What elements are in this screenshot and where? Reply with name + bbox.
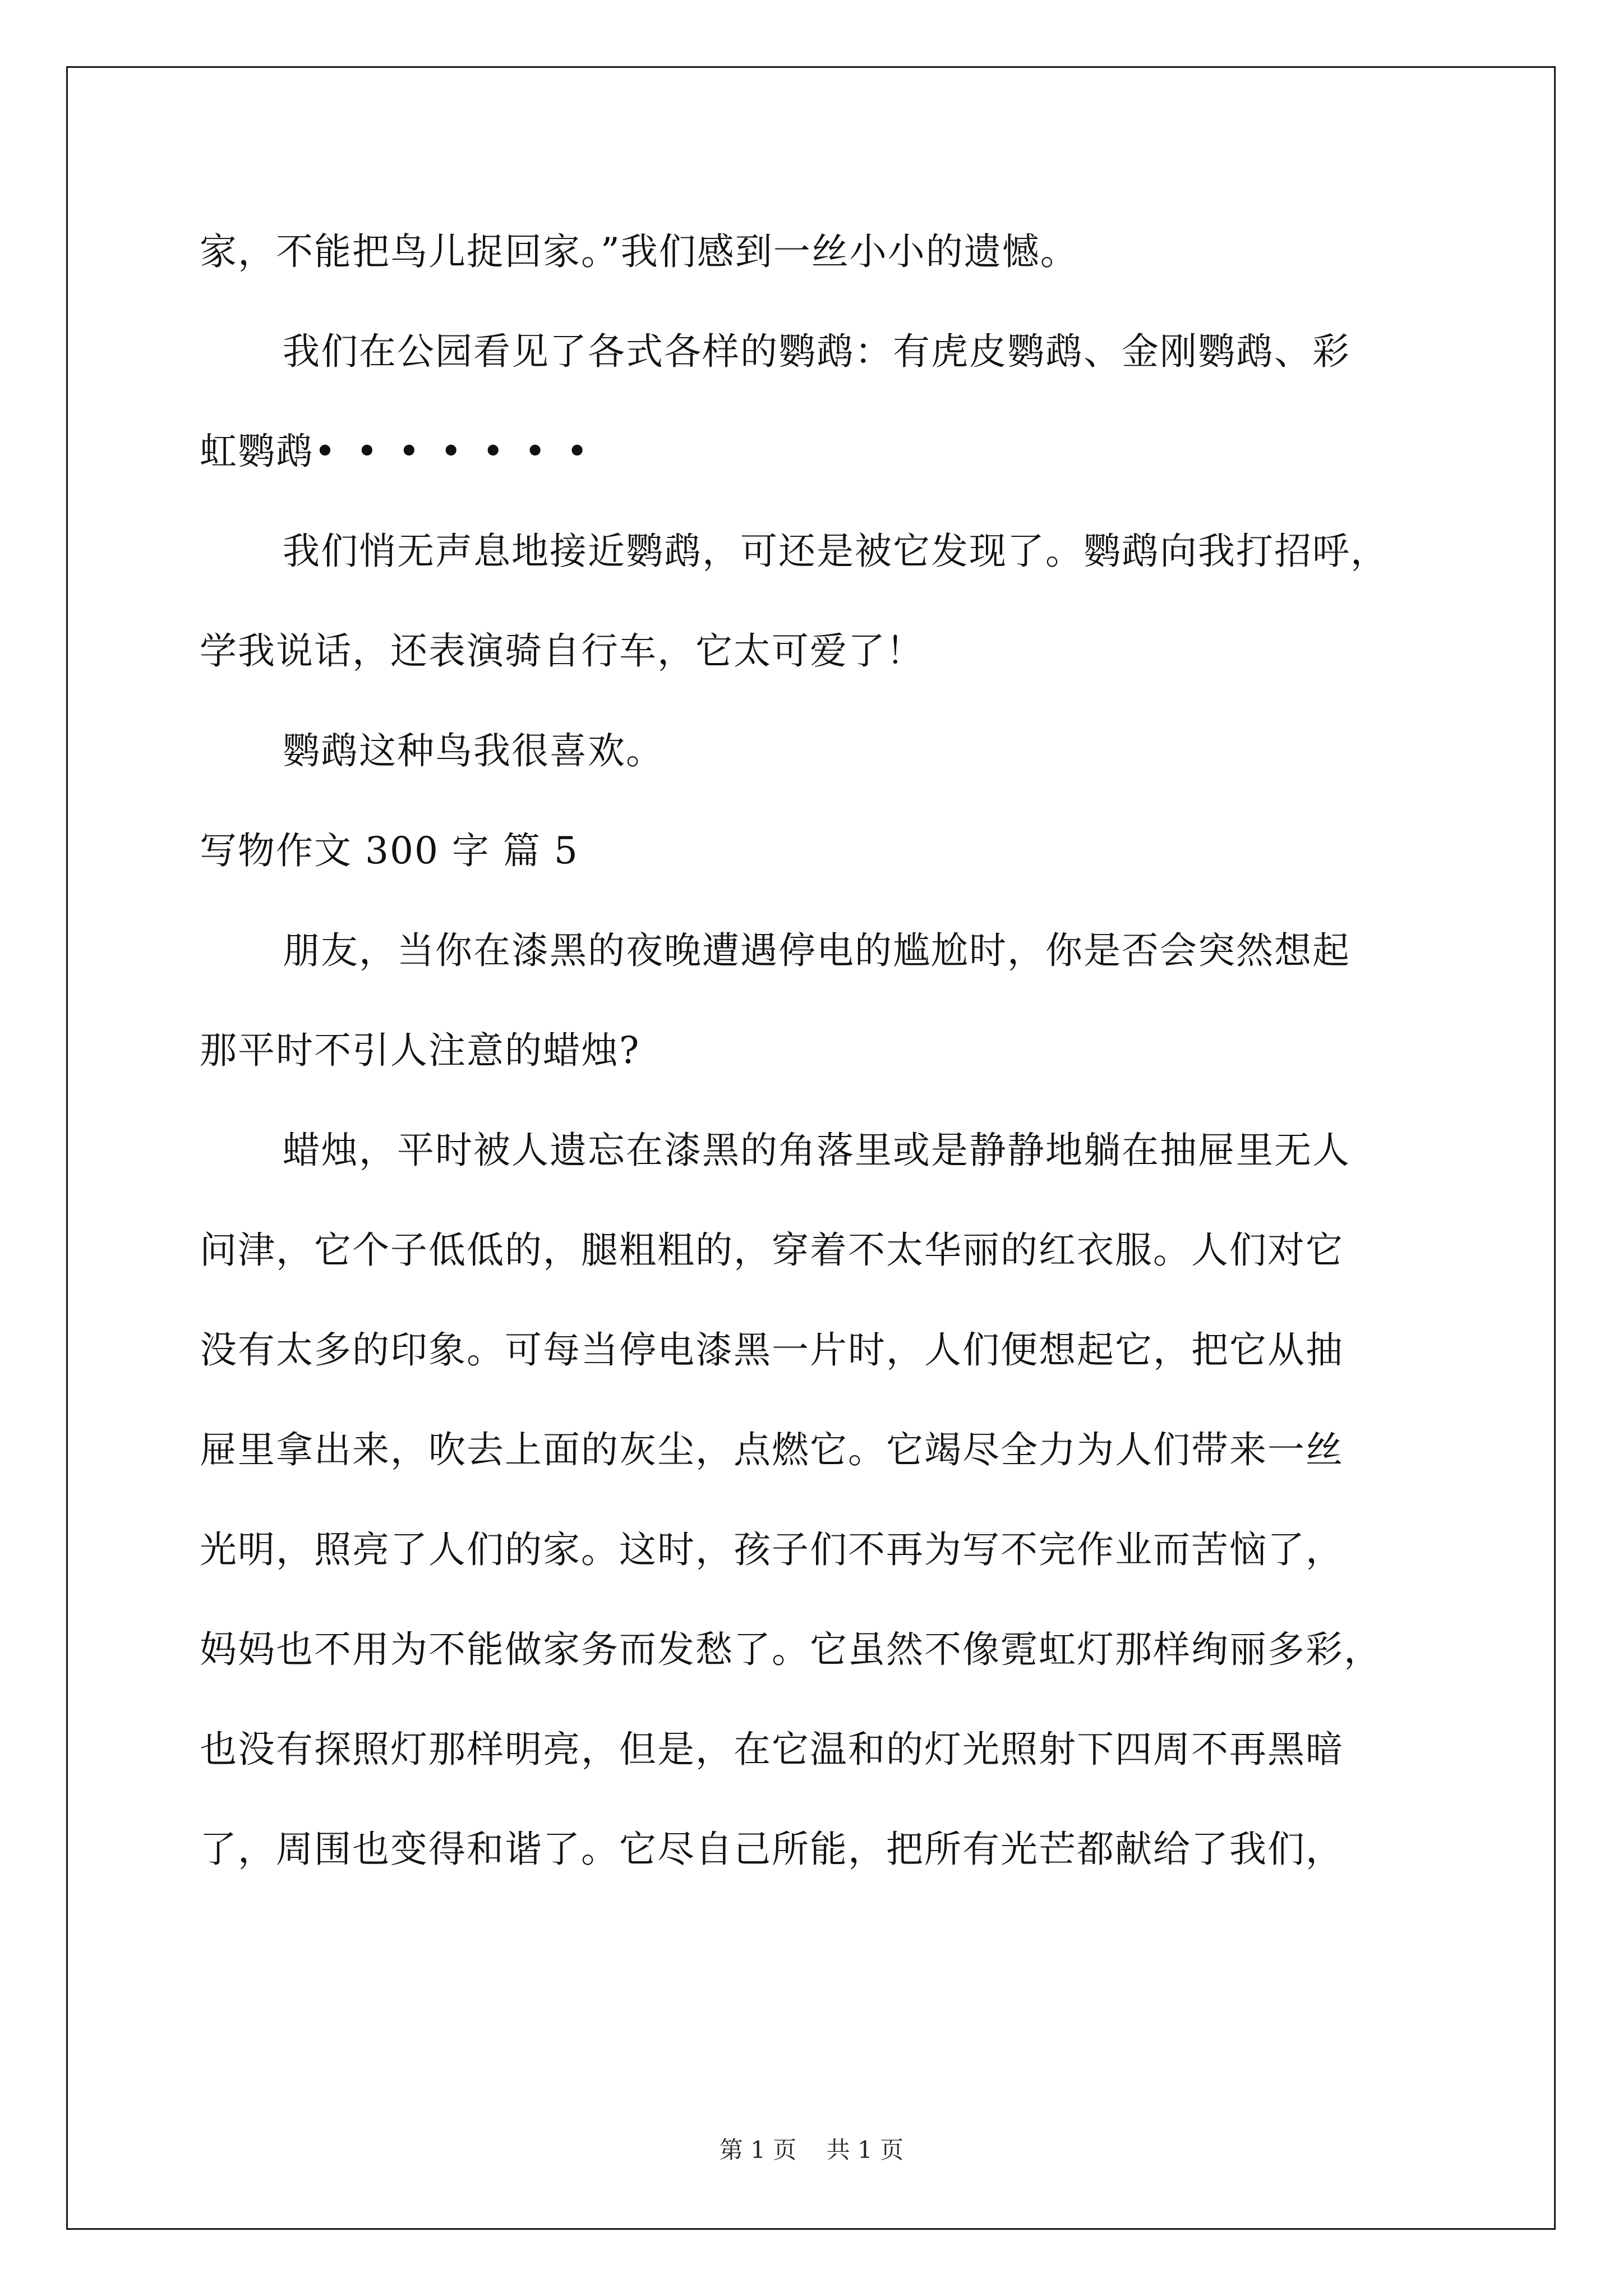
- text-line: 屉里拿出来，吹去上面的灰尘，点燃它。它竭尽全力为人们带来一丝: [200, 1428, 1344, 1471]
- page-number: 第 1 页: [719, 2136, 797, 2164]
- paragraph-start: 我们在公园看见了各式各样的鹦鹉：有虎皮鹦鹉、金刚鹦鹉、彩: [283, 330, 1350, 373]
- text-line: 没有太多的印象。可每当停电漆黑一片时，人们便想起它，把它从抽: [200, 1328, 1344, 1372]
- section-heading: 写物作文 300 字 篇 5: [200, 829, 579, 872]
- text-line: 那平时不引人注意的蜡烛?: [200, 1029, 640, 1072]
- paragraph-start: 朋友，当你在漆黑的夜晚遭遇停电的尴尬时，你是否会突然想起: [283, 929, 1350, 972]
- ellipsis-dots: •••••••: [314, 430, 608, 473]
- paragraph-start: 我们悄无声息地接近鹦鹉，可还是被它发现了。鹦鹉向我打招呼，: [283, 530, 1389, 573]
- page-footer: [0, 2132, 1623, 2165]
- paragraph-start: 蜡烛，平时被人遗忘在漆黑的角落里或是静静地躺在抽屉里无人: [283, 1129, 1350, 1172]
- text-line: 学我说话，还表演骑自行车，它太可爱了！: [200, 629, 924, 673]
- paragraph-start: 鹦鹉这种鸟我很喜欢。: [283, 729, 664, 772]
- document-body: [200, 202, 1433, 1899]
- page-total: 共 1 页: [826, 2136, 904, 2164]
- text-line: [200, 402, 1433, 501]
- text-line: 了，周围也变得和谐了。它尽自己所能，把所有光芒都献给了我们，: [200, 1828, 1344, 1871]
- text-line: 妈妈也不用为不能做家务而发愁了。它虽然不像霓虹灯那样绚丽多彩，: [200, 1628, 1382, 1671]
- text-line: 问津，它个子低低的，腿粗粗的，穿着不太华丽的红衣服。人们对它: [200, 1228, 1344, 1272]
- text-line: 光明，照亮了人们的家。这时，孩子们不再为写不完作业而苦恼了，: [200, 1528, 1344, 1571]
- text-fragment: 虹鹦鹉: [200, 430, 314, 473]
- text-line: 也没有探照灯那样明亮，但是，在它温和的灯光照射下四周不再黑暗: [200, 1728, 1344, 1771]
- text-line: 家，不能把鸟儿捉回家。”我们感到一丝小小的遗憾。: [200, 230, 1078, 273]
